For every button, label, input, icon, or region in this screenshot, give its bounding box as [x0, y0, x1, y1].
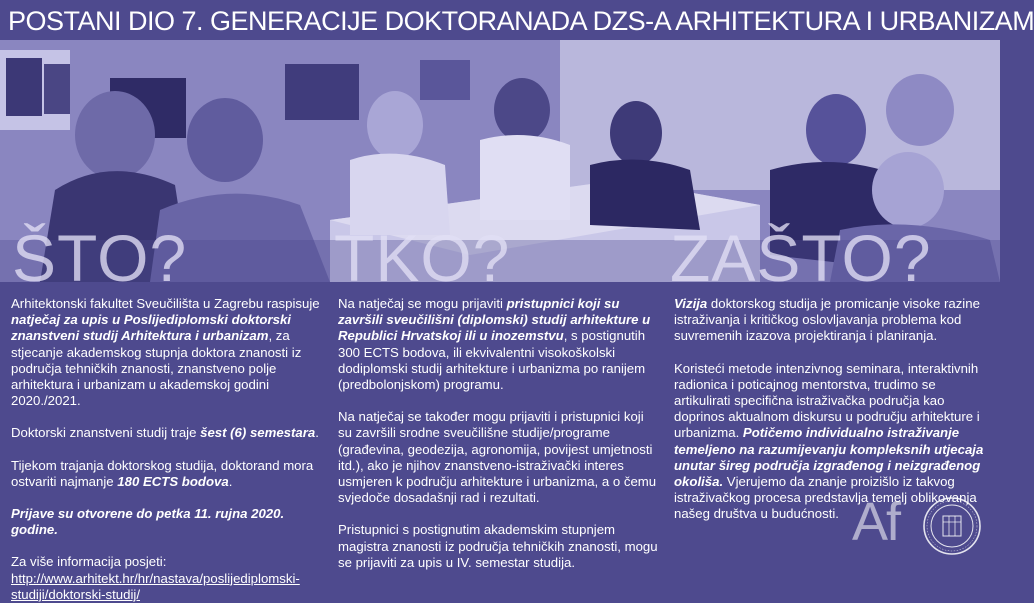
heading-zasto: ZAŠTO?	[670, 221, 932, 295]
tko-p1-text-end: , s postignutih 300 ECTS bodova, ili ekvivalentni visokoškolski dodiplomski studij arhitekture i urbanizma po ranijem (predbolonjskom) programu.	[338, 328, 646, 393]
zasto-p2-emphasis: Potičemo individualno istraživanje temeljeno na razumijevanju kompleksnih utjecaja unutar šireg područja izgrađenog i neizgrađenog okoliša.	[674, 425, 984, 490]
sto-p3-text-end: .	[228, 473, 233, 489]
sto-paragraph-1	[11, 296, 331, 409]
tko-p1-text: Na natječaj se mogu prijaviti	[338, 296, 507, 311]
sto-p2-text: Doktorski znanstveni studij traje	[11, 425, 201, 441]
zasto-p2-text-end: Vjerujemo da znanje proizišlo iz takvog istraživačkog procesa predstavlja temelj oblikovanja našeg društva u budućnosti.	[674, 474, 977, 522]
tko-paragraph-1	[338, 296, 660, 393]
sto-p2-text-end: .	[315, 425, 319, 441]
column-tko	[338, 296, 660, 571]
sto-p1-emphasis: natječaj za upis u Poslijediplomski doktorski znanstveni studij Arhitektura i urbanizam	[11, 312, 291, 344]
tko-p3-text: Pristupnici s postignutim akademskim stupnjem magistra znanosti iz područja tehničkih znanosti, mogu se prijaviti za upis u IV. semestar studija.	[338, 522, 658, 570]
info-link[interactable]: http://www.arhitekt.hr/hr/nastava/poslijediplomski-studiji/doktorski-studij/	[11, 570, 300, 602]
sto-paragraph-5	[11, 554, 331, 603]
sto-p3-text: Tijekom trajanja doktorskog studija, doktorand mora ostvariti najmanje	[11, 457, 314, 489]
sto-p1-text: Arhitektonski fakultet Sveučilišta u Zagrebu raspisuje	[11, 296, 320, 311]
sto-paragraph-3	[11, 458, 331, 490]
faculty-logo: Af	[852, 492, 900, 552]
column-sto	[11, 296, 331, 603]
sto-paragraph-2	[11, 425, 331, 441]
tko-p1-emphasis: pristupnici koji su završili sveučilišni (diplomski) studij arhitekture u Republici Hrvatskoj ili u inozemstvu	[338, 296, 651, 344]
sto-p2-emphasis: šest (6) semestara	[200, 425, 316, 441]
zasto-paragraph-1	[674, 296, 984, 345]
heading-sto: ŠTO?	[12, 221, 188, 295]
tko-paragraph-2	[338, 409, 660, 506]
zasto-p1-emphasis: Vizija	[674, 296, 708, 311]
zasto-p2-text: Koristeći metode intenzivnog seminara, interaktivnih radionica i poticajnog mentorstva, trudimo se artikulirati specifična istraživačka područja kao doprinos aktualnom diskursu u području arhitekture i urbanizma.	[674, 360, 980, 441]
tko-p2-text: Na natječaj se također mogu prijaviti i pristupnici koji su završili srodne sveučilišne studije/programe (građevina, geodezija, agronomija, povijest umjetnosti itd.), ako je njihov znanstveno-istraživački interes usmjeren k području arhitekture i urbanizma, a o čemu svjedoče dosadašnji rad i rezultati.	[338, 409, 657, 506]
zasto-p1-text: doktorskog studija je promicanje visoke razine istraživanja i kritičkog oslovljavanja problema kod suvremenih izazova projektiranja i planiranja.	[674, 296, 980, 344]
sto-p3-emphasis: 180 ECTS bodova	[117, 473, 229, 489]
sto-p1-text-end: , za stjecanje akademskog stupnja doktora znanosti iz područja tehničkih znanosti, znanstveno polje arhitektura i urbanizam u akademskoj godini 2020./2021.	[11, 328, 302, 409]
page-title: POSTANI DIO 7. GENERACIJE DOKTORANADA DZS-A ARHITEKTURA I URBANIZAM	[8, 6, 1034, 36]
more-info-label: Za više informacija posjeti:	[11, 554, 167, 570]
heading-tko: TKO?	[334, 221, 511, 295]
column-zasto	[674, 296, 984, 523]
sto-paragraph-4	[11, 506, 331, 538]
university-seal-icon	[922, 496, 982, 556]
tko-paragraph-3	[338, 522, 660, 571]
deadline-text: Prijave su otvorene do petka 11. rujna 2020. godine.	[11, 506, 285, 538]
